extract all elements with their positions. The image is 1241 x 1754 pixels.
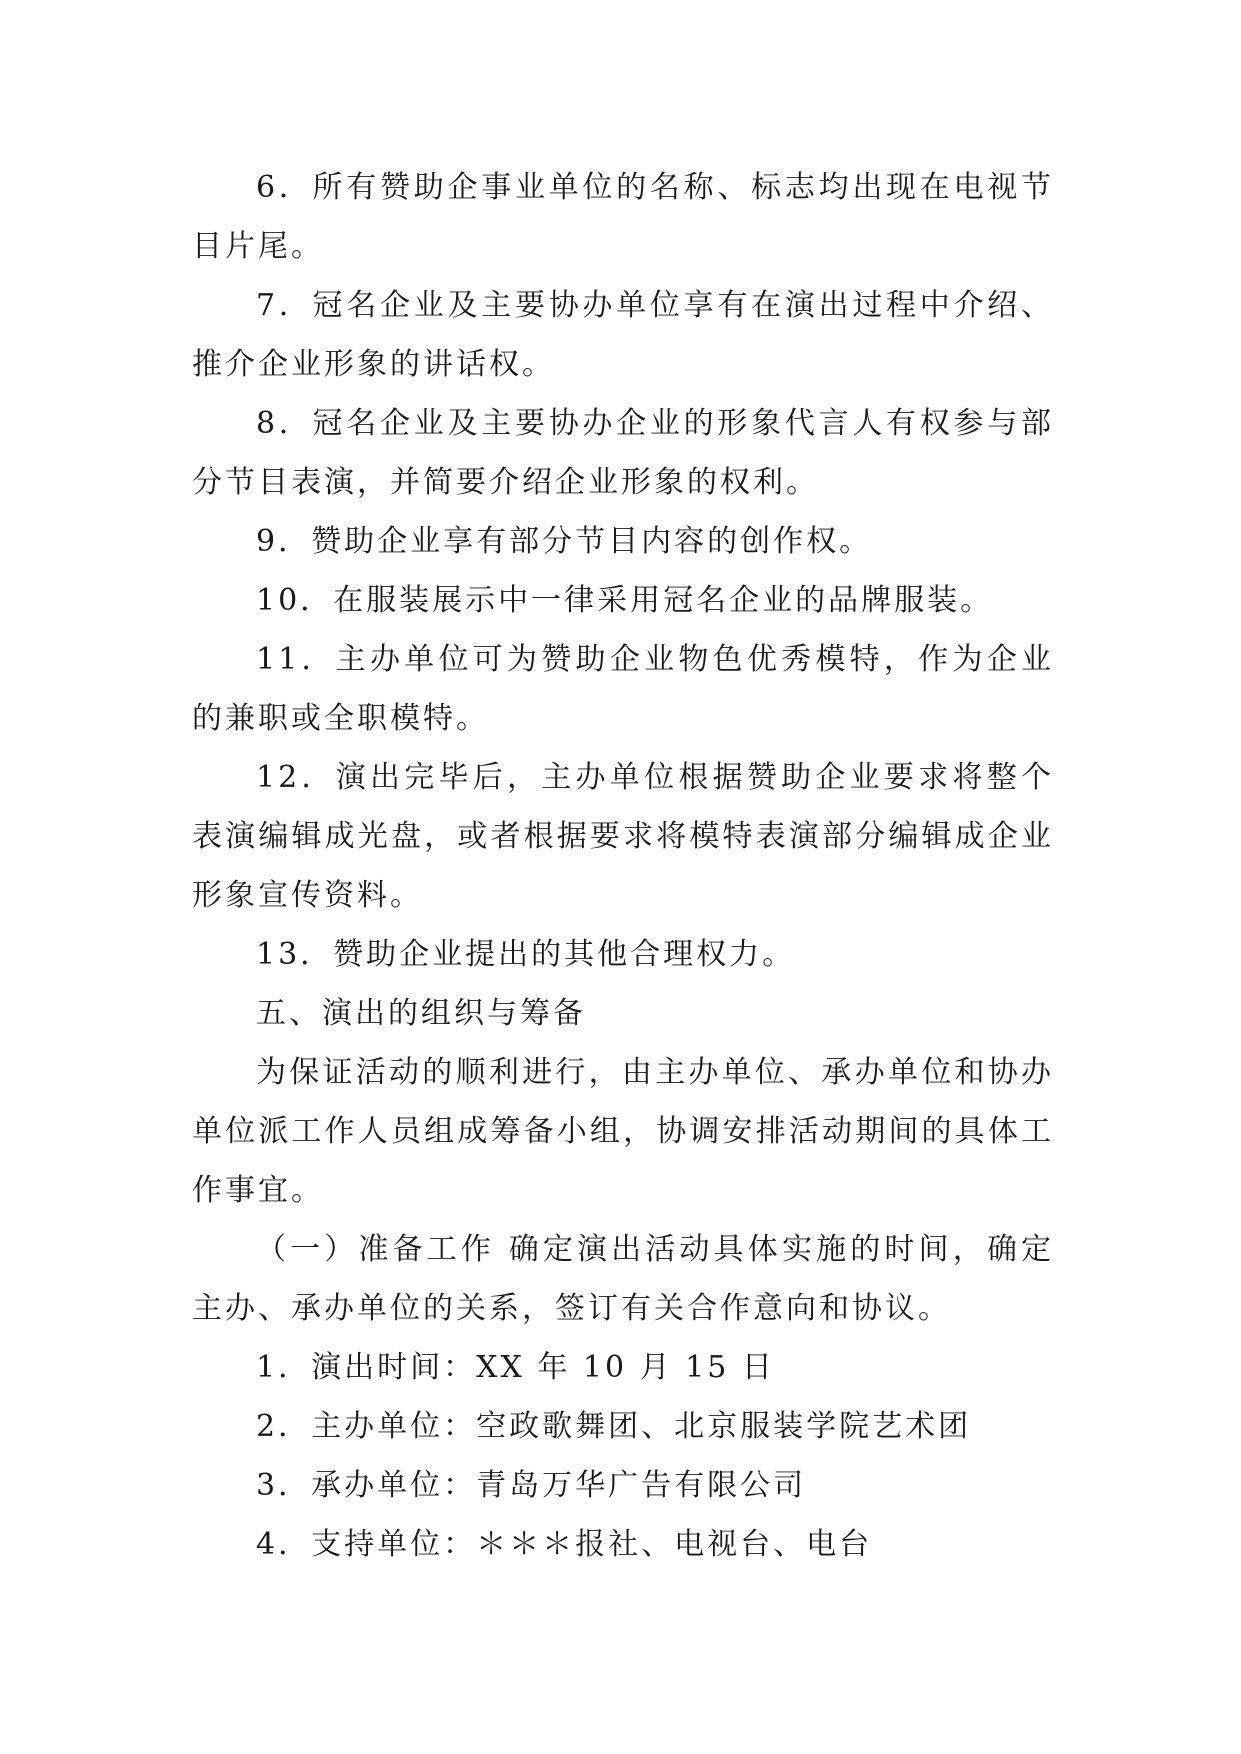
paragraph-item-9: 9．赞助企业享有部分节目内容的创作权。 bbox=[256, 524, 873, 559]
detail-organizer: 2．主办单位：空政歌舞团、北京服装学院艺术团 bbox=[256, 1409, 972, 1444]
detail-undertaker: 3．承办单位：青岛万华广告有限公司 bbox=[256, 1468, 807, 1503]
paragraph-item-11: 11．主办单位可为赞助企业物色优秀模特，作为企业的兼职或全职模特。 bbox=[192, 642, 1054, 736]
paragraph-item-8: 8．冠名企业及主要协办企业的形象代言人有权参与部分节目表演，并简要介绍企业形象的权利。 bbox=[192, 406, 1054, 500]
paragraph-item-12: 12．演出完毕后，主办单位根据赞助企业要求将整个表演编辑成光盘，或者根据要求将模特表演部分编辑成企业形象宣传资料。 bbox=[192, 760, 1054, 913]
paragraph-item-6: 6．所有赞助企事业单位的名称、标志均出现在电视节目片尾。 bbox=[192, 170, 1054, 264]
paragraph-item-10: 10．在服装展示中一律采用冠名企业的品牌服装。 bbox=[256, 583, 994, 618]
document-body bbox=[192, 158, 1054, 1574]
section-heading-five: 五、演出的组织与筹备 bbox=[256, 996, 586, 1031]
paragraph-item-7: 7．冠名企业及主要协办单位享有在演出过程中介绍、推介企业形象的讲话权。 bbox=[192, 288, 1054, 382]
paragraph-item-13: 13．赞助企业提出的其他合理权力。 bbox=[256, 937, 796, 972]
detail-supporter: 4．支持单位：＊＊＊报社、电视台、电台 bbox=[256, 1527, 873, 1562]
detail-performance-time: 1．演出时间：XX 年 10 月 15 日 bbox=[256, 1350, 775, 1385]
section-intro-paragraph: 为保证活动的顺利进行，由主办单位、承办单位和协办单位派工作人员组成筹备小组，协调安排活动期间的具体工作事宜。 bbox=[192, 1055, 1054, 1208]
subsection-preparation: （一）准备工作 确定演出活动具体实施的时间，确定主办、承办单位的关系，签订有关合作意向和协议。 bbox=[192, 1232, 1054, 1326]
